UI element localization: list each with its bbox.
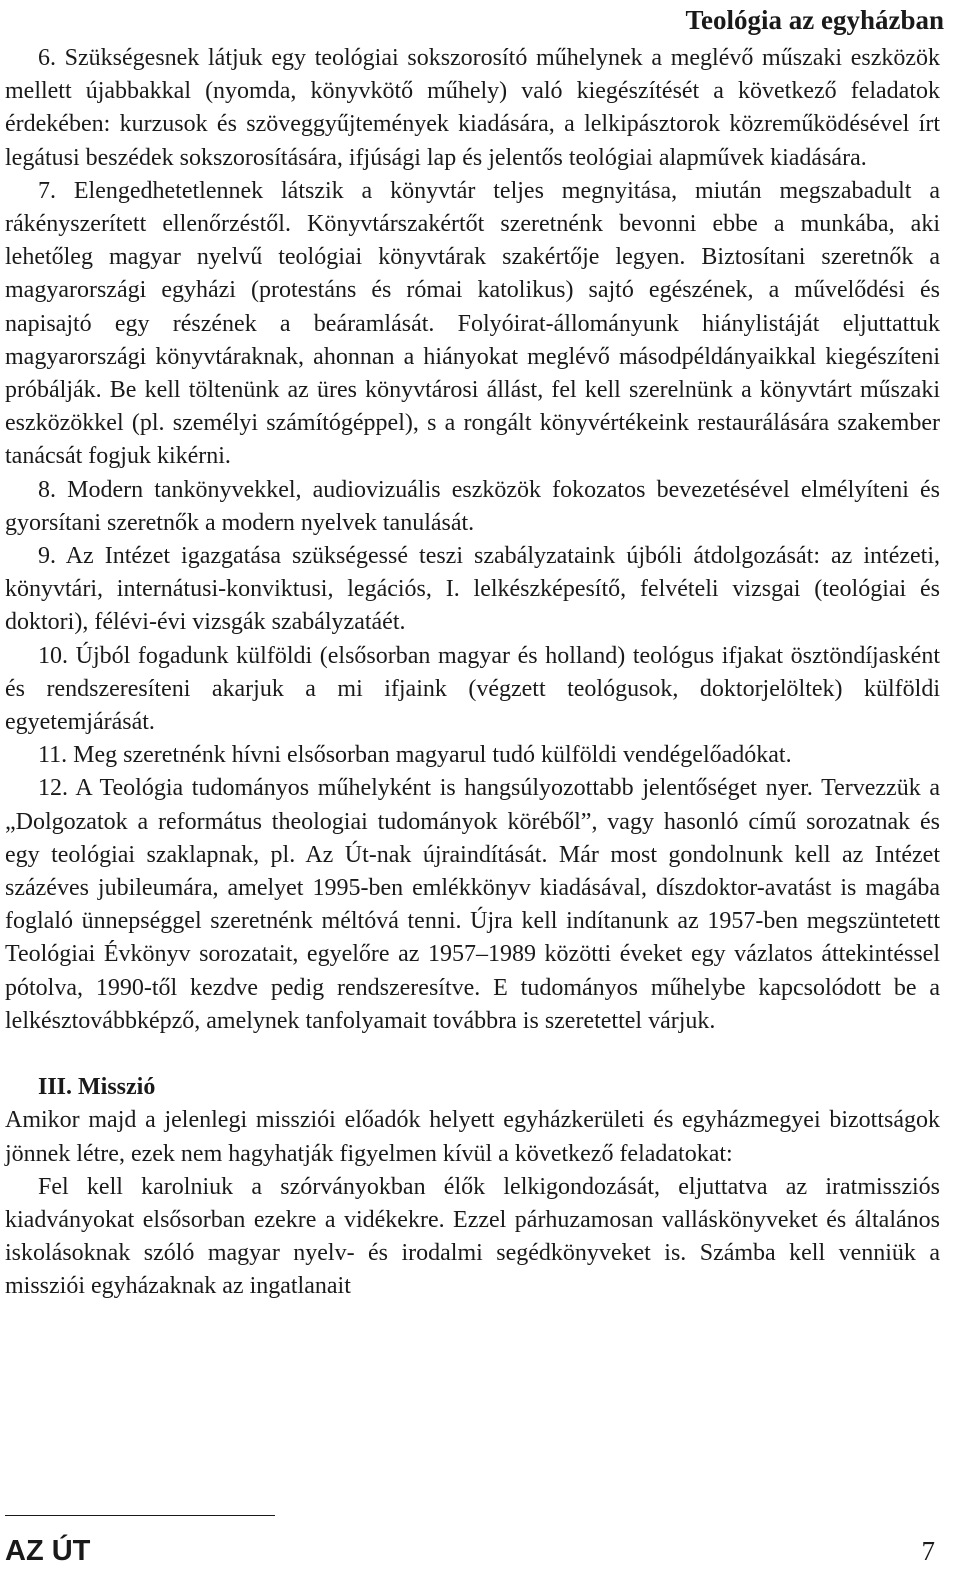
paragraph-6: 6. Szükségesnek látjuk egy teológiai sokszorosító műhelynek a meglévő műszaki eszközök mellett újabbakkal (nyomda, könyvkötő műhely) való kiegészítését a következő feladatok érdekében: kurzusok és szöveggyűjtemények kiadására, a lelkipásztorok közreműködésével írt legátusi beszédek sokszorosítására, ifjúsági lap és jelentős teológiai alapművek kiadására. bbox=[5, 45, 940, 171]
page-number: 7 bbox=[921, 1536, 935, 1566]
section-intro-paragraph: Amikor majd a jelenlegi missziói előadók helyett egyházkerületi és egyházmegyei bizottságok jönnek létre, ezek nem hagyhatják figyelmen kívül a következő feladatokat: bbox=[5, 1107, 940, 1167]
running-head: Teológia az egyházban bbox=[685, 5, 944, 35]
footer-divider bbox=[5, 1515, 275, 1516]
section-heading: III. Misszió bbox=[38, 1074, 156, 1101]
paragraph-12: 12. A Teológia tudományos műhelyként is hangsúlyozottabb jelentőséget nyer. Tervezzük a „Dolgozatok a református theologiai tudományok köréből”, vagy hasonló című sorozatnak és egy teológiai szaklapnak, pl. Az Út-nak újraindítását. Már most gondolnunk kell az Intézet százéves jubileumára, amelyet 1995-ben emlékkönyv kiadásával, díszdoktor-avatást is magába foglaló ünnepséggel szeretnénk méltóvá tenni. Újra kell indítanunk az 1957-ben megszüntetett Teológiai Évkönyv sorozatait, egyelőre az 1957–1989 közötti éveket egy vázlatos áttekintéssel pótolva, 1990-től kezdve pedig rendszeresítve. E tudományos műhelybe kapcsolódott be a lelkésztovábbképző, amelynek tanfolyamait továbbra is szeretettel várjuk. bbox=[5, 775, 940, 1034]
journal-title: AZ ÚT bbox=[5, 1535, 91, 1567]
page-footer bbox=[5, 1535, 935, 1568]
paragraph-8: 8. Modern tankönyvekkel, audiovizuális eszközök fokozatos bevezetésével elmélyíteni és gyorsítani szeretnők a modern nyelvek tanulását. bbox=[5, 476, 940, 536]
paragraph-10: 10. Újból fogadunk külföldi (elsősorban magyar és holland) teológus ifjakat ösztöndíjasként és rendszeresíteni akarjuk a mi ifjaink (végzett teológusok, doktorjelöltek) külföldi egyetemjárását. bbox=[5, 642, 940, 736]
paragraph-9: 9. Az Intézet igazgatása szükségessé teszi szabályzataink újbóli átdolgozását: az intézeti, könyvtári, internátusi-konviktusi, legációs, I. lelkészképesítő, felvételi vizsgai (teológiai és doktori), félévi-évi vizsgák szabályzatáét. bbox=[5, 543, 940, 636]
paragraph-11: 11. Meg szeretnénk hívni elsősorban magyarul tudó külföldi vendégelőadókat. bbox=[38, 742, 792, 769]
page-body bbox=[5, 42, 940, 1304]
section-body-paragraph: Fel kell karolniuk a szórványokban élők lelkigondozását, eljuttatva az iratmissziós kiadványokat elsősorban ezekre a vidékekre. Ezzel párhuzamosan valláskönyveket és általános iskolásoknak szóló magyar nyelv- és irodalmi segédkönyveket is. Számba kell venniük a missziói egyházaknak az ingatlanait bbox=[5, 1173, 940, 1300]
paragraph-7: 7. Elengedhetetlennek látszik a könyvtár teljes megnyitása, miután megszabadult a rákényszerített ellenőrzéstől. Könyvtárszakértőt szeretnénk bevonni ebbe a munkába, aki lehetőleg magyar nyelvű teológiai könyvtárak szakértője legyen. Biztosítani szeretnők a magyarországi egyházi (protestáns és római katolikus) sajtó egészének, a művelődési és napisajtó egy részének a beáramlását. Folyóirat-állományunk hiánylistáját eljuttattuk magyarországi könyvtáraknak, ahonnan a hiányokat meglévő másodpéldányaikkal kiegészíteni próbálják. Be kell töltenünk az üres könyvtárosi állást, fel kell szerelnünk a könyvtárt műszaki eszközökkel (pl. személyi számítógéppel), s a rongált könyvértékeink restaurálására szakember tanácsát fogjuk kikérni. bbox=[5, 177, 940, 470]
